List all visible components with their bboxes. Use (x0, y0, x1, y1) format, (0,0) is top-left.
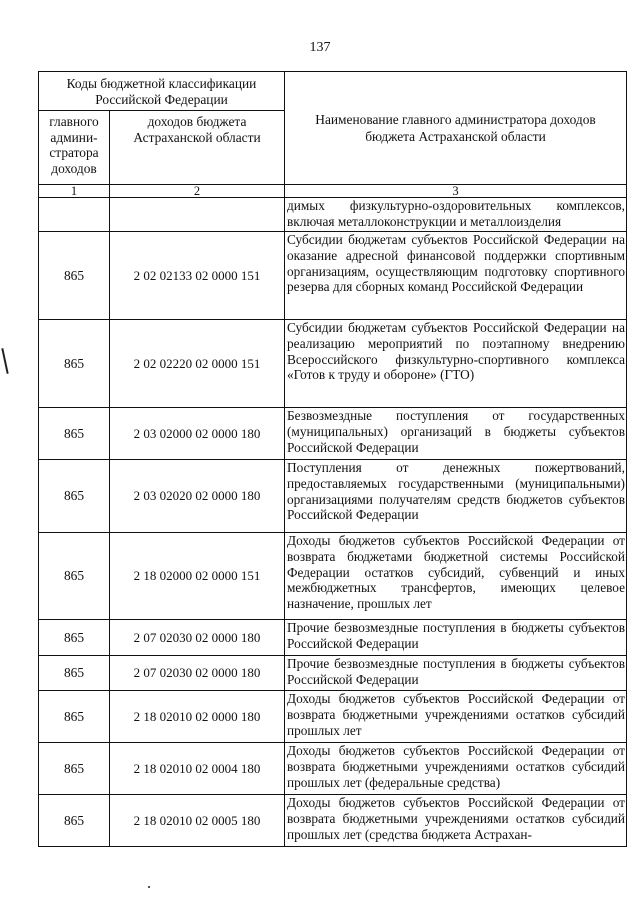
table-row (39, 320, 627, 408)
budget-code-cell (110, 198, 285, 232)
budget-code-cell: 2 07 02030 02 0000 180 (110, 620, 285, 656)
budget-code-cell: 2 03 02020 02 0000 180 (110, 460, 285, 533)
name-cell: Прочие безвозмездные поступления в бюджеты субъектов Российской Федерации (285, 620, 627, 656)
budget-code-cell: 2 18 02010 02 0005 180 (110, 795, 285, 847)
table-row (39, 198, 627, 232)
margin-mark (1, 348, 8, 374)
col-number-2: 2 (110, 185, 285, 198)
header-codes-group: Коды бюджетной классификации Российской Федерации (39, 72, 285, 111)
header-col-admin: главного админи-стратора доходов (39, 111, 110, 185)
budget-code-cell: 2 18 02010 02 0004 180 (110, 743, 285, 795)
name-cell: Доходы бюджетов субъектов Российской Федерации от возврата бюджетами бюджетной системы Российской Федерации остатков субсидий, субвенций и иных межбюджетных трансфертов, имеющих целевое назначение, прошлых лет (285, 533, 627, 620)
table-row (39, 408, 627, 460)
admin-code-cell: 865 (39, 232, 110, 320)
admin-code-cell: 865 (39, 691, 110, 743)
admin-code-cell: 865 (39, 533, 110, 620)
admin-code-cell: 865 (39, 408, 110, 460)
col-number-1: 1 (39, 185, 110, 198)
scan-dot (148, 886, 150, 888)
budget-code-cell: 2 02 02133 02 0000 151 (110, 232, 285, 320)
admin-code-cell: 865 (39, 656, 110, 691)
col-number-3: 3 (285, 185, 627, 198)
admin-code-cell: 865 (39, 320, 110, 408)
table-row (39, 620, 627, 656)
table-row (39, 460, 627, 533)
page-number: 137 (309, 40, 331, 55)
table-row (39, 691, 627, 743)
table-row (39, 795, 627, 847)
admin-code-cell: 865 (39, 460, 110, 533)
budget-code-cell: 2 03 02000 02 0000 180 (110, 408, 285, 460)
budget-code-cell: 2 18 02000 02 0000 151 (110, 533, 285, 620)
admin-code-cell: 865 (39, 620, 110, 656)
name-cell: Субсидии бюджетам субъектов Российской Федерации на оказание адресной финансовой поддержки спортивным организациям, осуществляющим подготовку спортивного резерва для сборных команд Российской Федерации (285, 232, 627, 320)
budget-code-cell: 2 18 02010 02 0000 180 (110, 691, 285, 743)
table-row (39, 656, 627, 691)
table-row (39, 743, 627, 795)
table-row (39, 533, 627, 620)
name-cell: Прочие безвозмездные поступления в бюджеты субъектов Российской Федерации (285, 656, 627, 691)
admin-code-cell (39, 198, 110, 232)
header-col-code: доходов бюджета Астраханской области (110, 111, 285, 185)
name-cell: Доходы бюджетов субъектов Российской Федерации от возврата бюджетными учреждениями остатков субсидий прошлых лет (285, 691, 627, 743)
header-col-name: Наименование главного администратора доходов бюджета Астраханской области (285, 72, 627, 185)
table-row (39, 232, 627, 320)
admin-code-cell: 865 (39, 795, 110, 847)
name-cell: димых физкультурно-оздоровительных комплексов, включая металлоконструкции и металлоизделия (285, 198, 627, 232)
budget-code-cell: 2 02 02220 02 0000 151 (110, 320, 285, 408)
name-cell: Доходы бюджетов субъектов Российской Федерации от возврата бюджетными учреждениями остатков субсидий прошлых лет (федеральные средства) (285, 743, 627, 795)
budget-classification-table (38, 71, 627, 847)
name-cell: Доходы бюджетов субъектов Российской Федерации от возврата бюджетными учреждениями остатков субсидий прошлых лет (средства бюджета Астрахан- (285, 795, 627, 847)
name-cell: Безвозмездные поступления от государственных (муниципальных) организаций в бюджеты субъектов Российской Федерации (285, 408, 627, 460)
admin-code-cell: 865 (39, 743, 110, 795)
budget-code-cell: 2 07 02030 02 0000 180 (110, 656, 285, 691)
name-cell: Субсидии бюджетам субъектов Российской Федерации на реализацию мероприятий по поэтапному внедрению Всероссийского физкультурно-спортивного комплекса «Готов к труду и обороне» (ГТО) (285, 320, 627, 408)
name-cell: Поступления от денежных пожертвований, предоставляемых государственными (муниципальными) организациями получателям средств бюджетов субъектов Российской Федерации (285, 460, 627, 533)
